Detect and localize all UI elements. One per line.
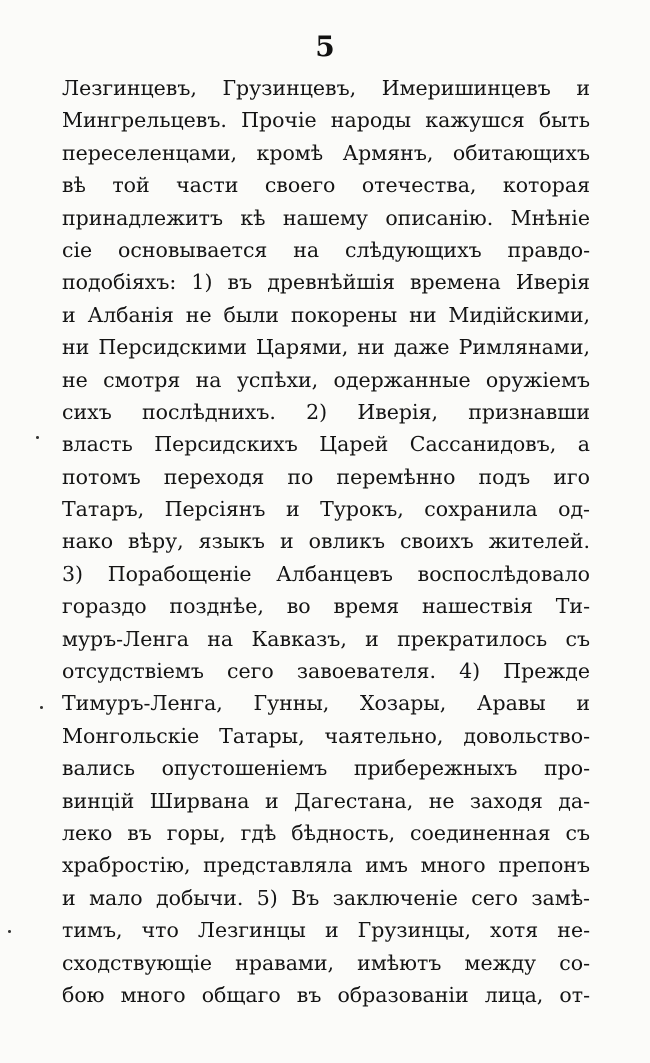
text-line: власть Персидскихъ Царей Сассанидовъ, а [62,432,590,457]
text-line: отсудствіемъ сего завоевателя. 4) Прежде [62,659,590,684]
text-line: муръ-Ленга на Кавказъ, и прекратилось съ [62,626,590,651]
text-line: сходствующіе нравами, имѣютъ между со- [62,950,590,975]
text-line: 3) Порабощеніе Албанцевъ воспослѣдовало [62,561,590,586]
text-line: сихъ послѣднихъ. 2) Иверія, признавши [62,399,590,424]
text-line: Мингрельцевъ. Прочіе народы кажушся быть [62,108,590,133]
text-line: подобіяхъ: 1) въ древнѣйшія времена Иверія [62,270,590,295]
text-line: вались опустошеніемъ прибережныхъ про- [62,756,590,781]
page-number: 5 [315,30,335,63]
text-line: принадлежитъ кѣ нашему описанію. Мнѣніе [62,205,590,230]
paper-speck [40,706,43,709]
text-line: Татаръ, Персіянъ и Турокъ, сохранила од- [62,497,590,522]
text-line: Монгольскіе Татары, чаятельно, довольство- [62,723,590,748]
text-line: переселенцами, кромѣ Армянъ, обитающихъ [62,140,590,165]
text-line: потомъ переходя по перемѣнно подъ иго [62,464,590,489]
text-line: и мало добычи. 5) Въ заключеніе сего замѣ- [62,885,590,910]
text-line: ни Персидскими Царями, ни даже Римлянами, [62,335,590,360]
text-line: сіе основывается на слѣдующихъ правдо- [62,237,590,262]
text-line: вѣ той части своего отечества, которая [62,173,590,198]
text-line: бою много общаго въ образованіи лица, от- [62,982,590,1007]
text-line: нако вѣру, языкъ и овликъ своихъ жителей. [62,529,590,554]
text-line: винцій Ширвана и Дагестана, не заходя да- [62,788,590,813]
body-text [62,72,590,1011]
text-line: Тимуръ-Ленга, Гунны, Хозары, Аравы и [62,691,590,716]
text-line: не смотря на успѣхи, одержанные оружіемъ [62,367,590,392]
paper-speck [36,436,39,439]
text-line: храбростію, представляла имъ много препонъ [62,853,590,878]
text-line: и Албанія не были покорены ни Мидійскими, [62,302,590,327]
text-line: тимъ, что Лезгинцы и Грузинцы, хотя не- [62,918,590,943]
text-line: гораздо позднѣе, во время нашествія Ти- [62,594,590,619]
paper-speck [8,930,11,933]
text-line: Лезгинцевъ, Грузинцевъ, Имеришинцевъ и [62,76,590,100]
text-line: леко въ горы, гдѣ бѣдность, соединенная съ [62,820,590,845]
